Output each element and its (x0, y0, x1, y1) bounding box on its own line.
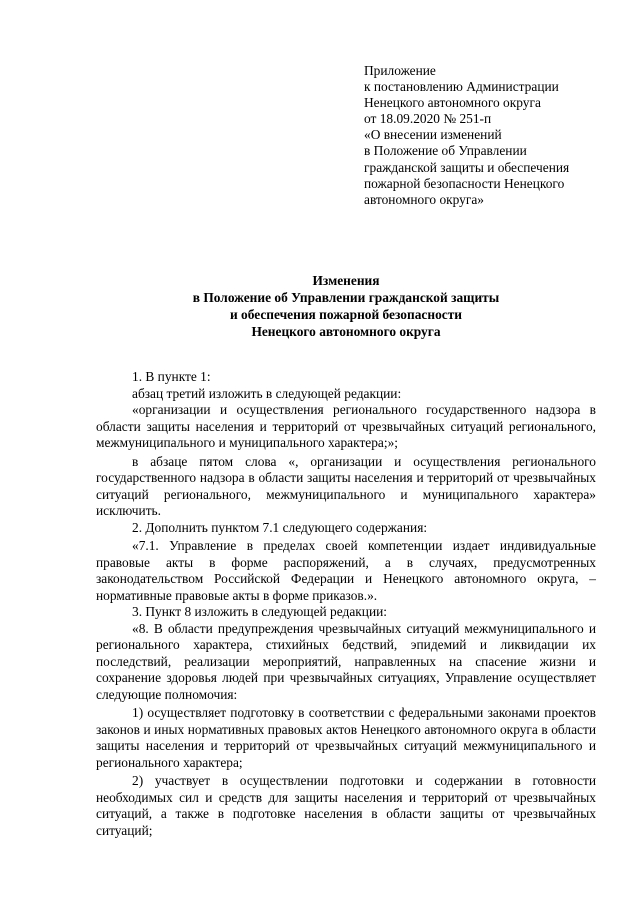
paragraph-item-1: 1. В пункте 1: (132, 369, 211, 384)
appendix-line: гражданской защиты и обеспечения (364, 159, 570, 175)
paragraph-item-3: 3. Пункт 8 изложить в следующей редакции: (132, 604, 388, 619)
document-body (96, 369, 596, 839)
paragraph-item-2: 2. Дополнить пунктом 7.1 следующего содержания: (132, 519, 428, 535)
title-line: и обеспечения пожарной безопасности (229, 307, 463, 322)
title-line: Изменения (312, 273, 380, 288)
appendix-line: к постановлению Администрации (364, 79, 559, 95)
paragraph-quote-8: «8. В области предупреждения чрезвычайных ситуаций межмуниципального и регионального характера, стихийных бедствий, эпидемий и ликвидации их последствий, реализации мероприятий, направленных на спасение жизни и сохранение здоровья людей при чрезвычайных ситуациях, Управление осуществляет следующие полномочия: (96, 620, 596, 702)
appendix-line: Ненецкого автономного округа (364, 95, 541, 111)
title-line: в Положение об Управлении гражданской защиты (192, 290, 500, 305)
document-title (96, 272, 596, 340)
appendix-line: пожарной безопасности Ненецкого (364, 175, 565, 191)
appendix-line: «О внесении изменений (364, 127, 502, 143)
paragraph-abzac-3: абзац третий изложить в следующей редакции: (132, 385, 402, 401)
appendix-line: от 18.09.2020 № 251-п (364, 111, 492, 127)
paragraph-subitem-1: 1) осуществляет подготовку в соответствии с федеральными законами проектов законов и иных нормативных правовых актов Ненецкого автономного округа в области защиты населения и территорий от чрезвычайных ситуаций межмуниципального и регионального характера; (96, 705, 596, 770)
paragraph-quote-1: «организации и осуществления регионального государственного надзора в области защиты населения и территорий от чрезвычайных ситуаций регионального, межмуниципального и муниципального характера;»; (96, 402, 596, 450)
appendix-line: Приложение (364, 63, 436, 78)
paragraph-subitem-2: 2) участвует в осуществлении подготовки и содержании в готовности необходимых сил и средств для защиты населения и территорий от чрезвычайных ситуаций, а также в подготовке населения в области защиты от чрезвычайных ситуаций; (96, 773, 596, 838)
appendix-block (364, 63, 634, 208)
paragraph-quote-7-1: «7.1. Управление в пределах своей компетенции издает индивидуальные правовые акты в форме распоряжений, а в случаях, предусмотренных законодательством Российской Федерации и Ненецкого автономного округа, – нормативные правовые акты в форме приказов.». (96, 538, 596, 603)
paragraph-abzac-5: в абзаце пятом слова «, организации и осуществления регионального государственного надзора в области защиты населения и территорий от чрезвычайных ситуаций регионального, межмуниципального и муниципального характера» исключить. (96, 453, 596, 518)
title-line: Ненецкого автономного округа (251, 324, 441, 339)
appendix-line: автономного округа» (364, 191, 484, 207)
appendix-line: в Положение об Управлении (364, 143, 527, 159)
